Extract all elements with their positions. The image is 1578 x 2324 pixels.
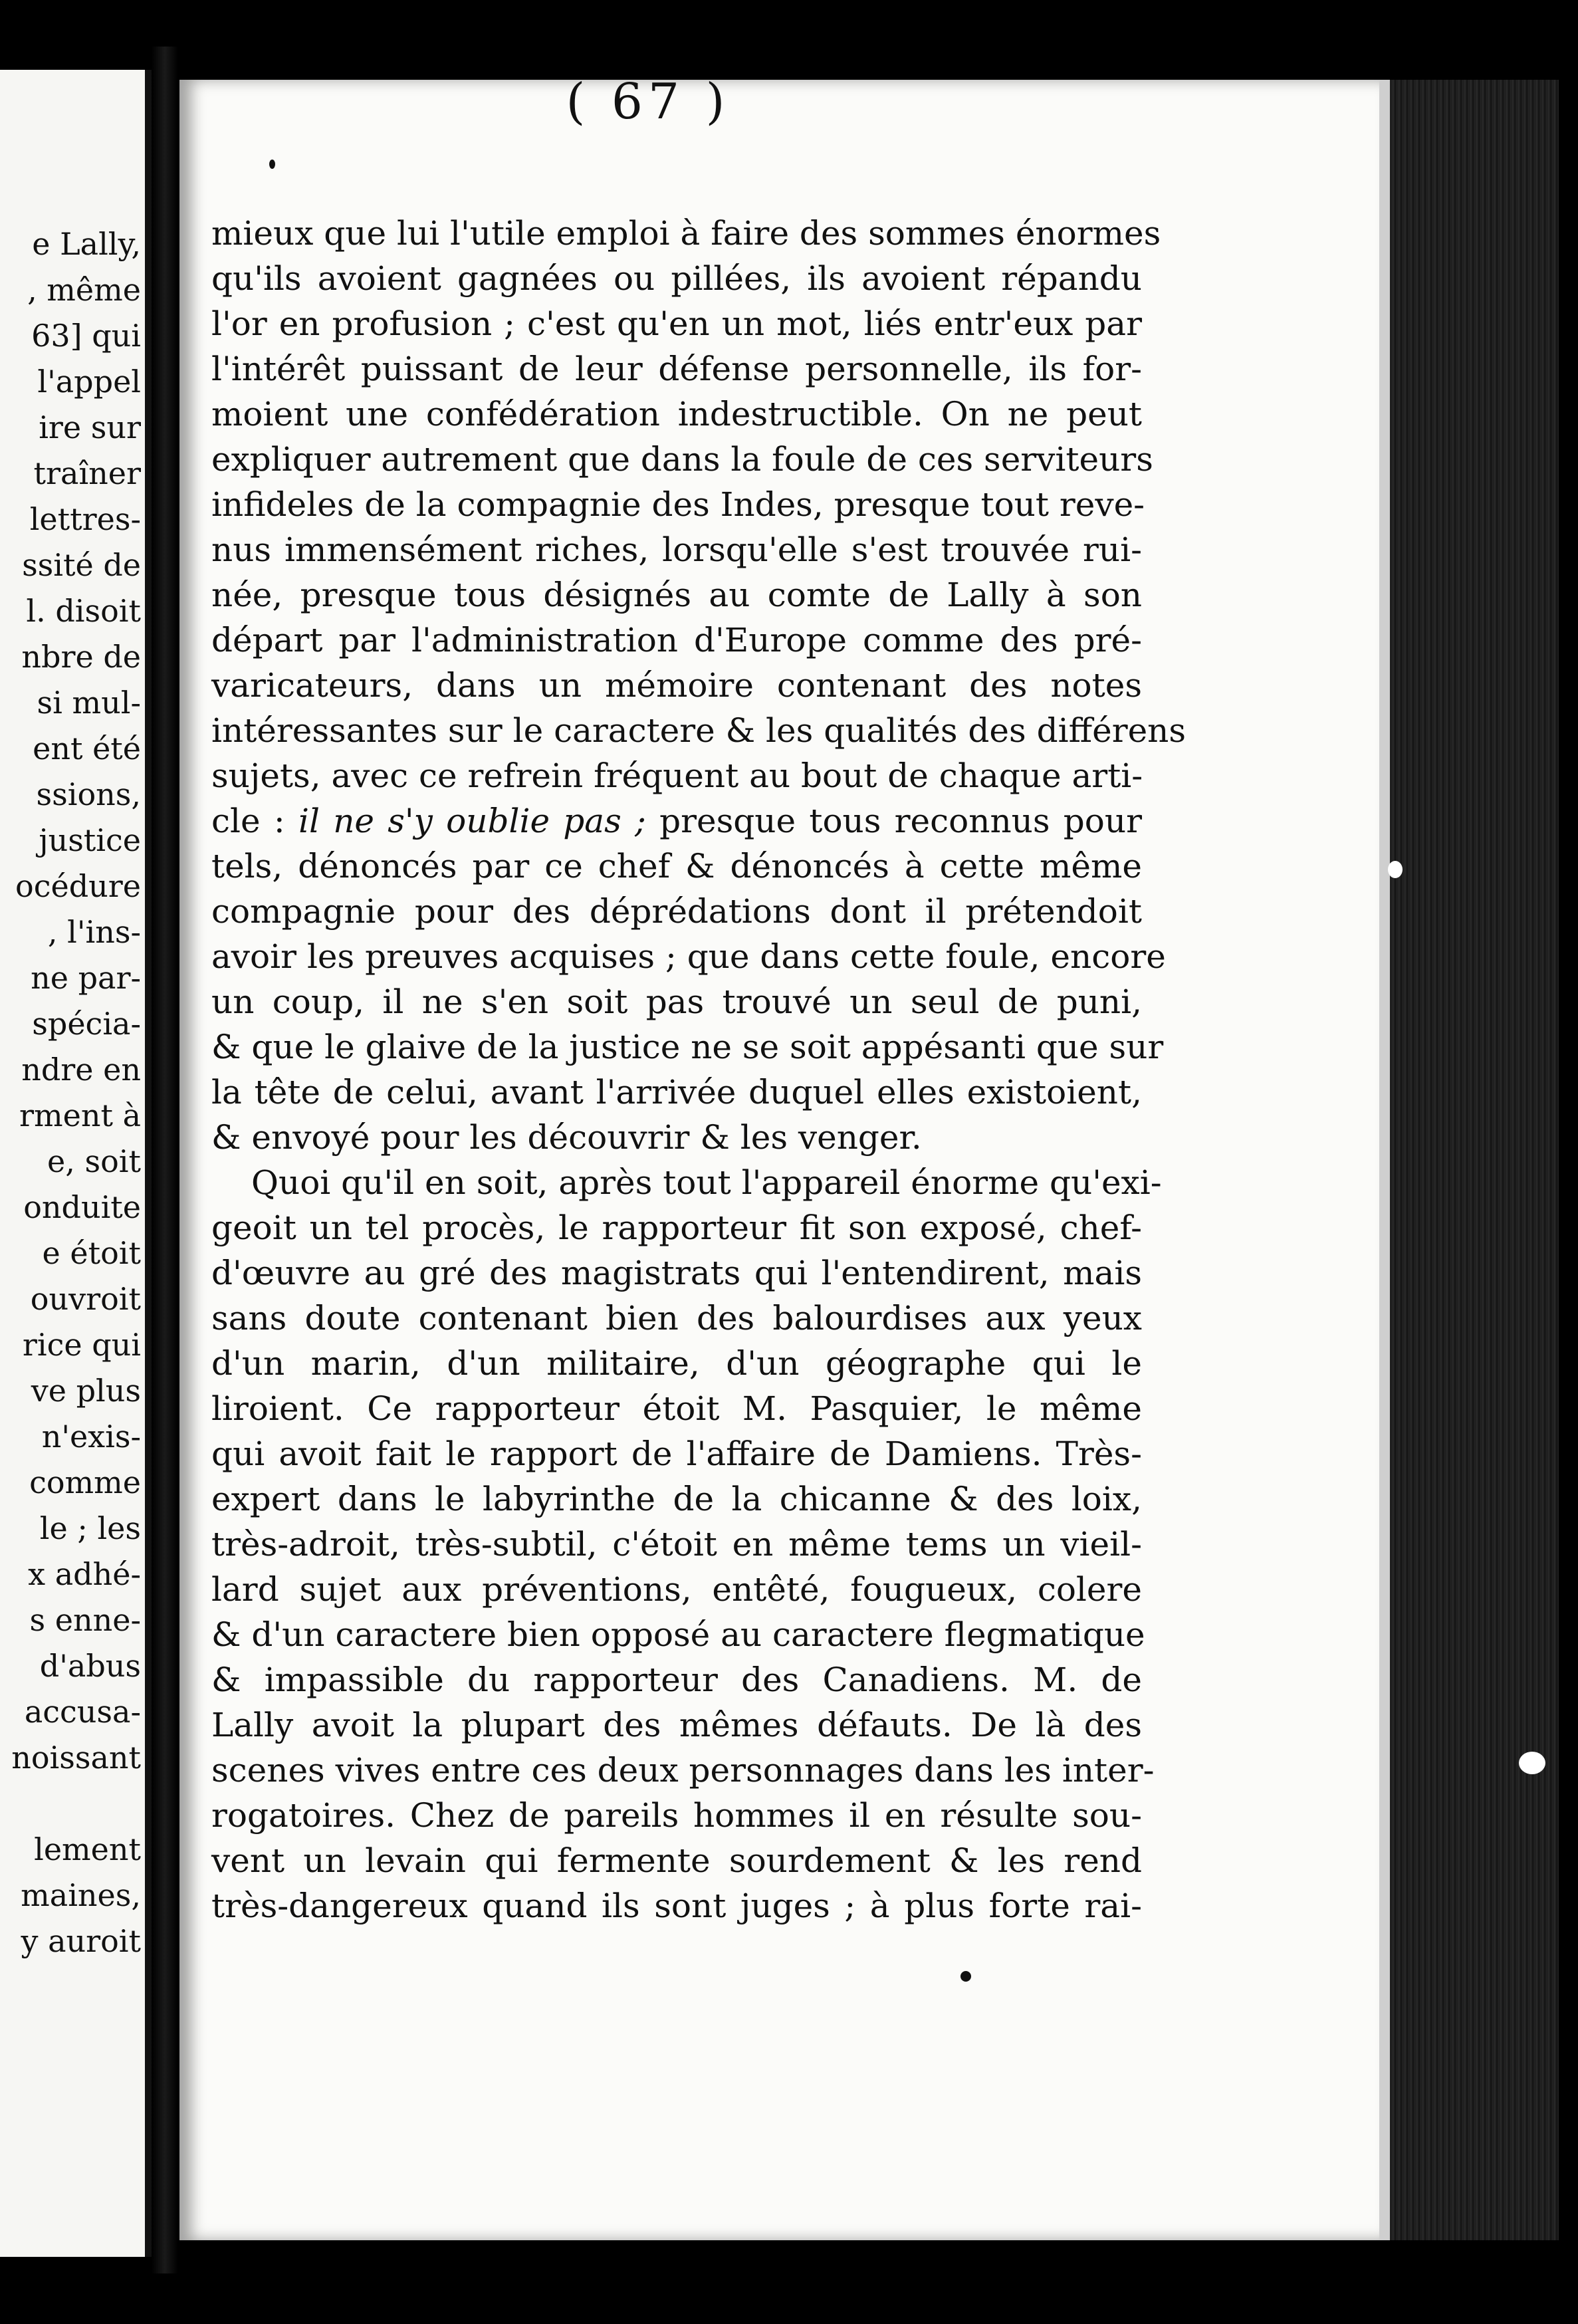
text-line: vent un levain qui fermente sourdement & les rend	[211, 1841, 1142, 1880]
left-page-line: si mul-	[37, 685, 141, 721]
left-page-line: , même	[27, 272, 141, 308]
text-line: mieux que lui l'utile emploi à faire des sommes énormes	[211, 214, 1161, 253]
left-page-line: rment à	[19, 1098, 141, 1133]
text-line: avoir les preuves acquises ; que dans cette foule, encore	[211, 937, 1166, 976]
text-line: expliquer autrement que dans la foule de ces serviteurs	[211, 440, 1153, 479]
text-line: expert dans le labyrinthe de la chicanne & des loix,	[211, 1480, 1142, 1518]
left-page-line: accusa-	[24, 1694, 141, 1730]
left-page-line: noissant	[11, 1740, 141, 1776]
left-page-line: ssité de	[22, 547, 141, 583]
left-page-line: océdure	[15, 868, 141, 904]
text-line: un coup, il ne s'en soit pas trouvé un seul de puni,	[211, 983, 1142, 1021]
text-line: compagnie pour des déprédations dont il prétendoit	[211, 892, 1142, 931]
left-page-line: spécia-	[32, 1006, 141, 1042]
text-line: très-adroit, très-subtil, c'étoit en même tems un vieil-	[211, 1525, 1142, 1564]
page-number: ( 67 )	[566, 73, 731, 130]
left-page-line: rice qui	[22, 1327, 141, 1363]
page-edges	[1379, 80, 1559, 2240]
text-line: nus immensément riches, lorsqu'elle s'est trouvée rui-	[211, 530, 1142, 569]
text-line: varicateurs, dans un mémoire contenant des notes	[211, 666, 1142, 705]
left-page-line: ent été	[33, 731, 141, 766]
text-line: l'or en profusion ; c'est qu'en un mot, liés entr'eux par	[211, 304, 1142, 343]
left-page-line: ve plus	[31, 1373, 141, 1409]
left-page-line: ouvroit	[30, 1281, 141, 1317]
text-line: la tête de celui, avant l'arrivée duquel elles existoient,	[211, 1073, 1142, 1111]
text-line: & d'un caractere bien opposé au caractere flegmatique	[211, 1615, 1145, 1654]
left-page-line: e, soit	[47, 1143, 141, 1179]
text-line-start: cle :	[211, 802, 298, 840]
left-page-line: , l'ins-	[47, 914, 141, 950]
text-line: rogatoires. Chez de pareils hommes il en résulte sou-	[211, 1796, 1142, 1835]
text-line: d'un marin, d'un militaire, d'un géographe qui le	[211, 1344, 1142, 1383]
left-page-line: ndre en	[21, 1052, 141, 1088]
text-line: départ par l'administration d'Europe comme des pré-	[211, 621, 1142, 659]
text-line: très-dangereux quand ils sont juges ; à plus forte rai-	[211, 1887, 1142, 1925]
text-line: sans doute contenant bien des balourdises aux yeux	[211, 1299, 1142, 1337]
left-page-line: justice	[39, 822, 141, 858]
left-page-line: l. disoit	[26, 593, 141, 629]
left-page-line: e étoit	[42, 1235, 141, 1271]
left-page-line: y auroit	[21, 1923, 141, 1959]
scan-blot	[1388, 861, 1403, 878]
text-line: scenes vives entre ces deux personnages dans les inter-	[211, 1751, 1155, 1790]
left-page-text	[0, 221, 141, 1964]
text-line: qui avoit fait le rapport de l'affaire de Damiens. Très-	[211, 1435, 1142, 1473]
italic-phrase: il ne s'y oublie pas ;	[298, 802, 646, 840]
left-page-line: comme	[29, 1464, 141, 1500]
ink-speck	[960, 1971, 971, 1982]
text-line: moient une confédération indestructible. On ne peut	[211, 395, 1142, 433]
left-page-line: lement	[34, 1831, 141, 1867]
page-edge-highlight	[1379, 80, 1390, 2240]
text-line: & envoyé pour les découvrir & les venger.	[211, 1118, 922, 1157]
left-page-line: lettres-	[29, 501, 141, 537]
left-page-line: n'exis-	[41, 1419, 141, 1454]
left-page-line: ssions,	[36, 776, 141, 812]
left-facing-page	[0, 70, 152, 2257]
left-page-line: 63] qui	[31, 318, 141, 354]
text-line: sujets, avec ce refrein fréquent au bout de chaque arti-	[211, 756, 1143, 795]
text-line-end: presque tous reconnus pour	[645, 802, 1142, 840]
left-page-line: s enne-	[29, 1602, 141, 1638]
left-page-line: le ; les	[39, 1510, 141, 1546]
book-gutter	[152, 47, 178, 2273]
text-line: Lally avoit la plupart des mêmes défauts. De là des	[211, 1706, 1142, 1744]
left-page-line: l'appel	[37, 364, 141, 400]
text-line: d'œuvre au gré des magistrats qui l'entendirent, mais	[211, 1254, 1142, 1292]
text-line: & impassible du rapporteur des Canadiens. M. de	[211, 1661, 1142, 1699]
text-line: née, presque tous désignés au comte de Lally à son	[211, 576, 1142, 614]
text-line: geoit un tel procès, le rapporteur fit son exposé, chef-	[211, 1209, 1142, 1247]
text-line: Quoi qu'il en soit, après tout l'appareil énorme qu'exi-	[251, 1163, 1162, 1202]
text-line: liroient. Ce rapporteur étoit M. Pasquier, le même	[211, 1389, 1142, 1428]
text-line: tels, dénoncés par ce chef & dénoncés à cette même	[211, 847, 1142, 885]
left-page-line: traîner	[33, 455, 141, 491]
text-line: qu'ils avoient gagnées ou pillées, ils avoient répandu	[211, 259, 1142, 298]
left-page-line: e Lally,	[32, 226, 141, 262]
text-line: lard sujet aux préventions, entêté, fougueux, colere	[211, 1570, 1142, 1609]
left-page-line: d'abus	[39, 1648, 141, 1684]
text-line: l'intérêt puissant de leur défense personnelle, ils for-	[211, 350, 1142, 388]
ink-speck	[269, 160, 275, 169]
scan-blot	[1519, 1752, 1545, 1774]
left-page-line: ire sur	[39, 409, 141, 445]
text-line: intéressantes sur le caractere & les qualités des différens	[211, 711, 1186, 750]
left-page-line: ne par-	[31, 960, 141, 996]
left-page-line: nbre de	[21, 639, 141, 675]
left-page-line	[0, 1781, 141, 1827]
text-line	[211, 798, 1142, 844]
left-page-line: x adhé-	[28, 1556, 141, 1592]
text-line: & que le glaive de la justice ne se soit appésanti que sur	[211, 1028, 1164, 1066]
left-page-line: maines,	[21, 1877, 141, 1913]
body-text	[211, 211, 1186, 1928]
text-line: infideles de la compagnie des Indes, presque tout reve-	[211, 485, 1145, 524]
left-page-line: onduite	[23, 1189, 141, 1225]
